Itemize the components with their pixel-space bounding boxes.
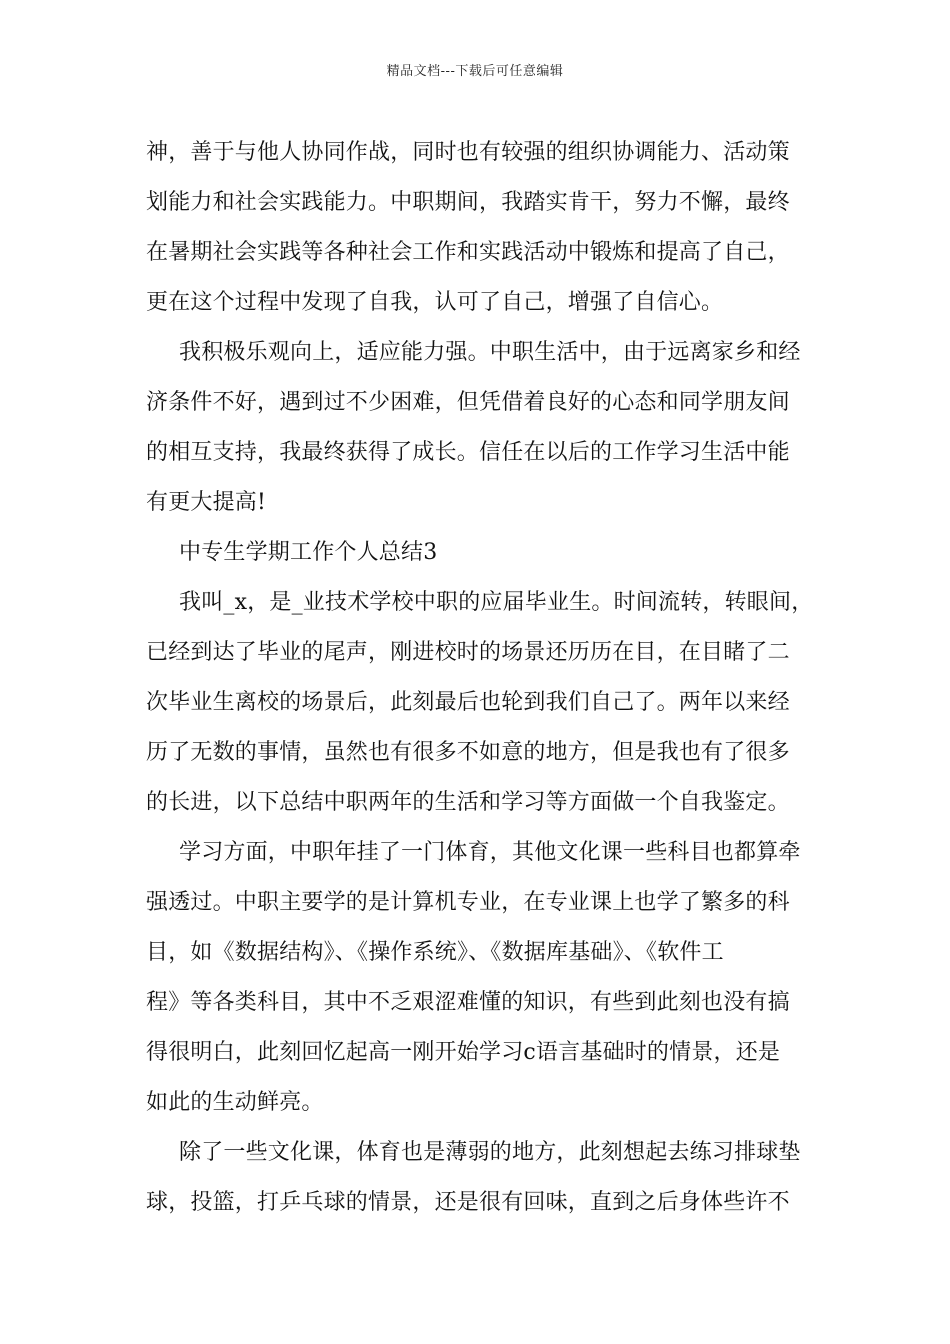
text-line: 的相互支持，我最终获得了成长。信任在以后的工作学习生活中能 <box>146 440 790 465</box>
document-body <box>146 128 818 1228</box>
paragraph-first-line: 学习方面，中职年挂了一门体育，其他文化课一些科目也都算牵 <box>179 840 801 865</box>
text-line: 济条件不好，遇到过不少困难，但凭借着良好的心态和同学朋友间 <box>146 390 790 415</box>
text-line: 的长进，以下总结中职两年的生活和学习等方面做一个自我鉴定。 <box>146 790 790 815</box>
text-line: 历了无数的事情，虽然也有很多不如意的地方，但是我也有了很多 <box>146 740 790 765</box>
text-line: 划能力和社会实践能力。中职期间，我踏实肯干，努力不懈，最终 <box>146 190 790 215</box>
text-line: 目，如《数据结构》、《操作系统》、《数据库基础》、《软件工 <box>146 940 724 965</box>
paragraph-first-line: 我积极乐观向上，适应能力强。中职生活中，由于远离家乡和经 <box>179 340 801 365</box>
text-line: 强透过。中职主要学的是计算机专业，在专业课上也学了繁多的科 <box>146 890 790 915</box>
text-line: 得很明白，此刻回忆起高一刚开始学习c语言基础时的情景，还是 <box>146 1040 781 1065</box>
paragraph-first-line: 除了一些文化课，体育也是薄弱的地方，此刻想起去练习排球垫 <box>179 1140 801 1165</box>
text-line: 如此的生动鲜亮。 <box>146 1090 324 1115</box>
text-line: 次毕业生离校的场景后，此刻最后也轮到我们自己了。两年以来经 <box>146 690 790 715</box>
text-line: 已经到达了毕业的尾声，刚进校时的场景还历历在目，在目睹了二 <box>146 640 790 665</box>
text-line: 程》等各类科目，其中不乏艰涩难懂的知识，有些到此刻也没有搞 <box>146 990 790 1015</box>
text-line: 神，善于与他人协同作战，同时也有较强的组织协调能力、活动策 <box>146 140 790 165</box>
paragraph-first-line: 我叫_x，是_业技术学校中职的应届毕业生。时间流转，转眼间， <box>179 590 814 615</box>
page-header: 精品文档---下载后可任意编辑 <box>386 64 564 79</box>
section-heading: 中专生学期工作个人总结3 <box>179 540 438 565</box>
text-line: 在暑期社会实践等各种社会工作和实践活动中锻炼和提高了自己， <box>146 240 790 265</box>
text-line: 有更大提高! <box>146 490 267 515</box>
text-line: 球，投篮，打乒乓球的情景，还是很有回味，直到之后身体些许不 <box>146 1190 790 1215</box>
text-line: 更在这个过程中发现了自我，认可了自己，增强了自信心。 <box>146 290 724 315</box>
